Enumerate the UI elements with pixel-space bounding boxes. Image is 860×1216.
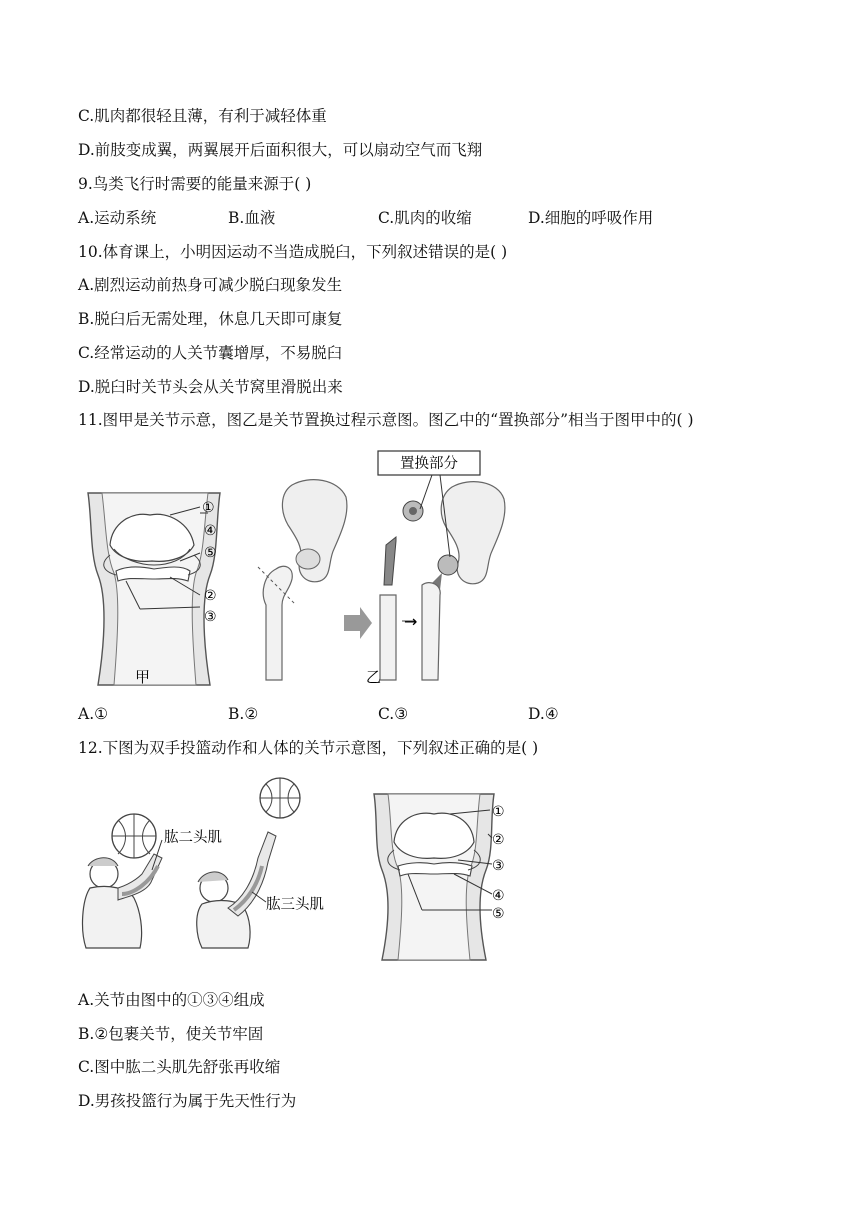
hip-replacement-diagram (258, 451, 505, 686)
q10-stem: 10.体育课上，小明因运动不当造成脱臼，下列叙述错误的是( ) (78, 243, 508, 261)
q12-option-d: D.男孩投篮行为属于先天性行为 (78, 1092, 297, 1110)
q11-option-a: A.① (78, 705, 109, 723)
q8-option-c: C.肌肉都很轻且薄，有利于减轻体重 (78, 107, 327, 125)
jia-label-5: ⑤ (204, 545, 217, 561)
q9-option-c: C.肌肉的收缩 (378, 209, 472, 227)
q12-figure (78, 770, 518, 965)
arrow-glyph: → (404, 612, 418, 631)
q11-stem: 11.图甲是关节示意，图乙是关节置换过程示意图。图乙中的“置换部分”相当于图甲中的( ) (78, 411, 694, 429)
q10-option-d: D.脱臼时关节头会从关节窝里滑脱出来 (78, 378, 343, 396)
biceps-label: 肱二头肌 (164, 830, 222, 846)
joint-label-1: ① (492, 804, 505, 820)
q10-option-c: C.经常运动的人关节囊增厚，不易脱臼 (78, 344, 343, 362)
q11-figure (70, 445, 530, 690)
q11-option-d: D.④ (528, 705, 559, 723)
knee-joint-diagram (88, 493, 220, 686)
jia-label-4: ④ (204, 523, 217, 539)
q9-stem: 9.鸟类飞行时需要的能量来源于( ) (78, 175, 312, 193)
q10-option-a: A.剧烈运动前热身可减少脱臼现象发生 (78, 276, 343, 294)
q9-option-b: B.血液 (228, 209, 276, 227)
q12-stem: 12.下图为双手投篮动作和人体的关节示意图，下列叙述正确的是( ) (78, 739, 539, 757)
replace-label: 置换部分 (400, 456, 458, 472)
q12-option-b: B.②包裹关节，使关节牢固 (78, 1025, 264, 1043)
yi-caption: 乙 (366, 668, 382, 686)
q9-option-a: A.运动系统 (78, 209, 157, 227)
joint-label-4: ④ (492, 888, 505, 904)
q10-option-b: B.脱臼后无需处理，休息几天即可康复 (78, 310, 343, 328)
triceps-label: 肱三头肌 (266, 897, 324, 913)
jia-caption: 甲 (135, 668, 151, 686)
q12-option-c: C.图中肱二头肌先舒张再收缩 (78, 1058, 281, 1076)
joint-label-5: ⑤ (492, 906, 505, 922)
jia-label-2: ② (204, 588, 217, 604)
jia-label-3: ③ (204, 609, 217, 625)
basketball-shot-diagram (83, 778, 324, 948)
q9-option-d: D.细胞的呼吸作用 (528, 209, 654, 227)
joint-label-3: ③ (492, 858, 505, 874)
q12-option-a: A.关节由图中的①③④组成 (78, 991, 265, 1009)
q11-option-b: B.② (228, 705, 259, 723)
joint-diagram (374, 794, 505, 960)
joint-label-2: ② (492, 832, 505, 848)
jia-label-1: ① (202, 500, 215, 516)
q8-option-d: D.前肢变成翼，两翼展开后面积很大，可以扇动空气而飞翔 (78, 141, 483, 159)
q11-option-c: C.③ (378, 705, 409, 723)
